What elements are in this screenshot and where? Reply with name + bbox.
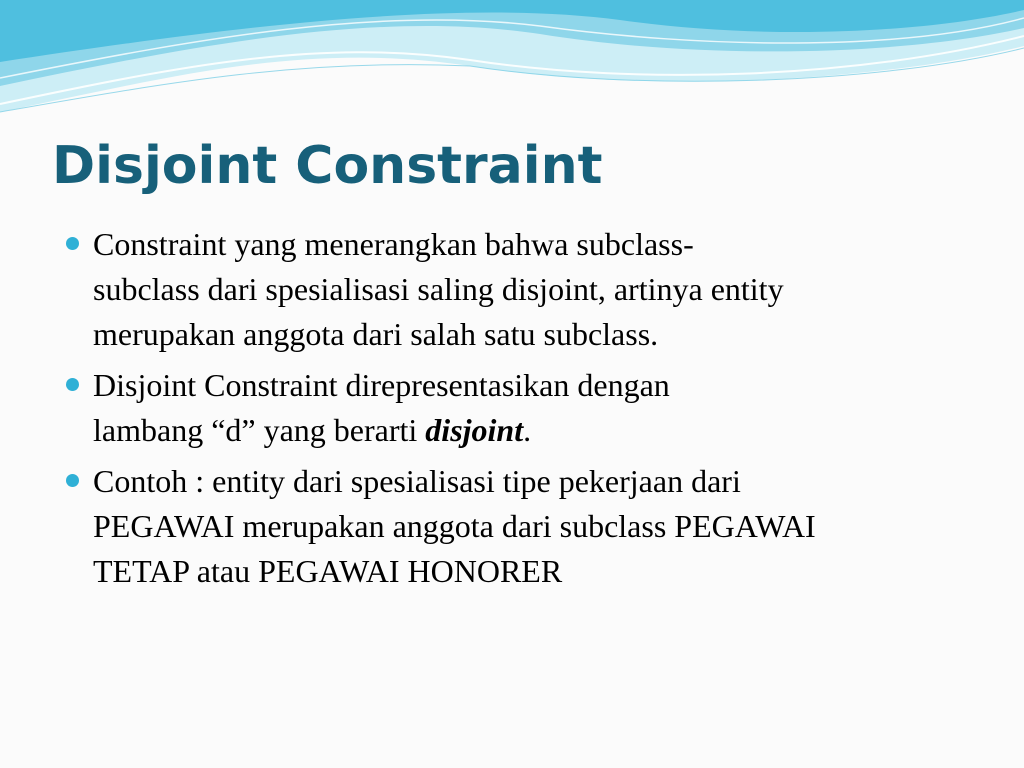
bullet-text-prefix: lambang “d” yang berarti bbox=[93, 412, 426, 448]
bullet-dot-icon bbox=[66, 237, 79, 250]
bullet-dot-icon bbox=[66, 378, 79, 391]
list-item bbox=[64, 459, 964, 594]
bullet-text-line: merupakan anggota dari salah satu subclass. bbox=[93, 316, 659, 352]
bullet-dot-icon bbox=[66, 474, 79, 487]
bullet-text-line: Constraint yang menerangkan bahwa subclass- bbox=[93, 226, 694, 262]
bullet-text-line bbox=[93, 408, 964, 453]
bullet-list bbox=[64, 222, 964, 600]
list-item bbox=[64, 222, 964, 357]
emphasis-text: disjoint bbox=[425, 412, 524, 448]
list-item bbox=[64, 363, 964, 453]
bullet-text-line: subclass dari spesialisasi saling disjoint, artinya entity bbox=[93, 271, 784, 307]
bullet-text-line: TETAP atau PEGAWAI HONORER bbox=[93, 553, 563, 589]
bullet-text-line: PEGAWAI merupakan anggota dari subclass PEGAWAI bbox=[93, 508, 816, 544]
bullet-text-line: Contoh : entity dari spesialisasi tipe pekerjaan dari bbox=[93, 463, 741, 499]
bullet-text-line: Disjoint Constraint direpresentasikan dengan bbox=[93, 367, 670, 403]
wave-decoration bbox=[0, 0, 1024, 130]
bullet-text-suffix: . bbox=[523, 412, 532, 448]
page-title: Disjoint Constraint bbox=[52, 136, 603, 196]
